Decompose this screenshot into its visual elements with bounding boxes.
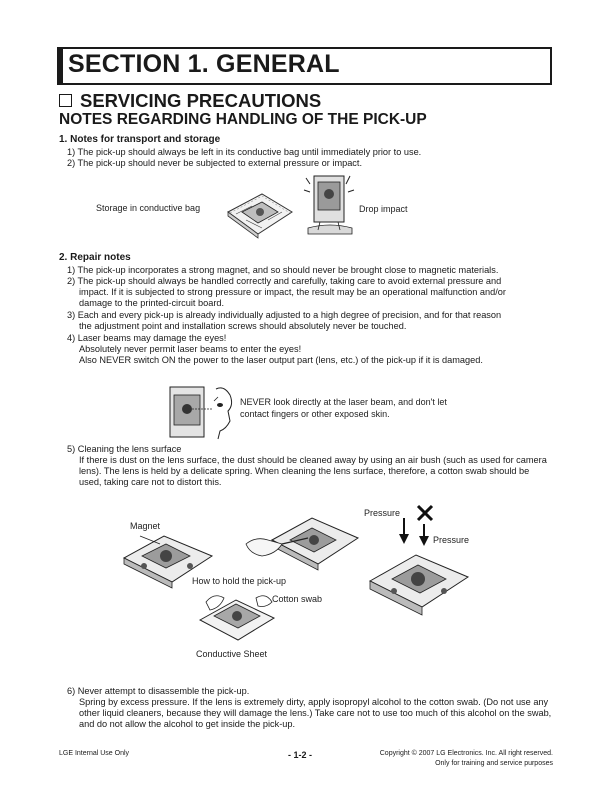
laser-warning-illustration (160, 381, 238, 443)
repair-item-4-line-1: 4) Laser beams may damage the eyes! (67, 333, 227, 343)
cotton-swab-cleaning-illustration (242, 510, 362, 580)
label-pressure-right: Pressure (433, 535, 470, 545)
repair-item-4-line-2: Absolutely never permit laser beams to enter the eyes! (79, 344, 302, 354)
drop-caption: Drop impact (359, 204, 408, 214)
checkbox-square-icon (59, 94, 72, 107)
storage-caption: Storage in conductive bag (96, 203, 201, 213)
repair-item-6-title: 6) Never attempt to disassemble the pick-up. (67, 686, 250, 696)
repair-item-3-line-1: 3) Each and every pick-up is already individually adjusted to a high degree of precision, and for that reason (67, 310, 502, 320)
label-conductive-sheet: Conductive Sheet (196, 649, 268, 659)
label-pressure-top: Pressure (364, 508, 401, 518)
repair-item-6-body: Spring by excess pressure. If the lens is extremely dirty, apply isopropyl alcohol to the cotton swab. (Do not use any other liquid cleaners, because they will damage the lens.) Take care not to use too much of this alcohol on the swab, and do not allow the alcohol to get inside the pick-up. (79, 697, 552, 729)
label-magnet: Magnet (130, 521, 161, 531)
repair-item-2-line-3: damage to the printed-circuit board. (79, 298, 225, 308)
servicing-title: SERVICING PRECAUTIONS (80, 90, 322, 111)
repair-item-2-line-2: impact. If it is subjected to strong pressure or impact, the result may be an operational malfunction and/or (79, 287, 506, 297)
footer-purpose: Only for training and service purposes (435, 760, 553, 767)
transport-item-2: 2) The pick-up should never be subjected to external pressure or impact. (67, 158, 363, 168)
storage-bag-illustration (222, 190, 296, 240)
repair-item-2-line-1: 2) The pick-up should always be handled correctly and carefully, taking care to avoid external pressure and (67, 276, 502, 286)
repair-item-1: 1) The pick-up incorporates a strong magnet, and so should never be brought close to magnetic materials. (67, 265, 499, 275)
conductive-sheet-illustration (196, 588, 278, 646)
repair-item-5-body: If there is dust on the lens surface, the dust should be cleaned away by using an air bush (such as used for camera lens). The lens is held by a delicate spring. When cleaning the lens surface, therefore, a cotton swab should be used, taking care not to distort this. (79, 455, 547, 487)
laser-caption-line-1: NEVER look directly at the laser beam, and don't let (240, 397, 447, 407)
drop-impact-illustration (300, 170, 360, 242)
repair-item-5-title: 5) Cleaning the lens surface (67, 444, 182, 454)
servicing-heading (59, 90, 321, 112)
laser-caption-line-2: contact fingers or other exposed skin. (240, 409, 390, 419)
footer-left: LGE Internal Use Only (59, 750, 130, 757)
notes-heading: NOTES REGARDING HANDLING OF THE PICK-UP (59, 111, 427, 128)
pressure-pickup-illustration (364, 543, 474, 623)
label-how-to-hold: How to hold the pick-up (192, 576, 287, 586)
label-cotton-swab: Cotton swab (272, 594, 323, 604)
repair-heading: 2. Repair notes (59, 252, 131, 263)
repair-item-4-line-3: Also NEVER switch ON the power to the laser output part (lens, etc.) of the pick-up if it is damaged. (79, 355, 483, 365)
repair-item-3-line-2: the adjustment point and installation screws should absolutely never be touched. (79, 321, 407, 331)
section-title: SECTION 1. GENERAL (68, 50, 340, 78)
pressure-arrows-icon (396, 502, 436, 548)
footer-copyright: Copyright © 2007 LG Electronics. Inc. All right reserved. (379, 750, 553, 757)
page-number: - 1-2 - (288, 750, 313, 760)
transport-heading: 1. Notes for transport and storage (59, 134, 221, 145)
transport-item-1: 1) The pick-up should always be left in its conductive bag until immediately prior to use. (67, 147, 422, 157)
